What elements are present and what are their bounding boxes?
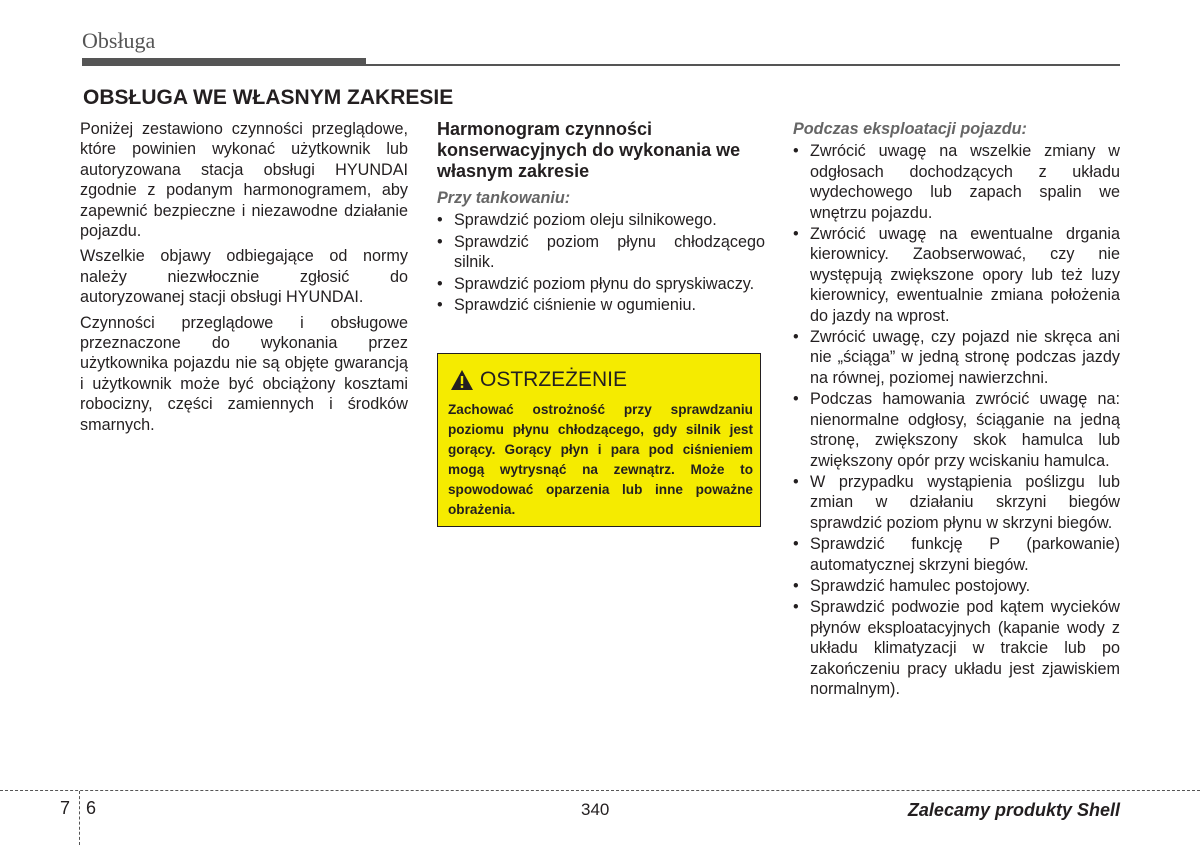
warning-box <box>437 353 761 527</box>
list-item: • Sprawdzić ciśnienie w ogumieniu. <box>437 295 765 315</box>
operation-checklist <box>793 141 1120 699</box>
list-item: • Sprawdzić poziom płynu chłodzącego silnik. <box>437 232 765 273</box>
operation-column <box>793 119 1120 700</box>
footer-page-divider <box>79 791 80 845</box>
footer-slogan: Zalecamy produkty Shell <box>907 800 1120 820</box>
header-rule <box>366 64 1120 66</box>
list-item: • Zwrócić uwagę na ewentualne drgania kierownicy. Zaobserwować, czy nie występują zwiększone opory lub też luzy kierownicy, ewentualnie zmiana położenia do jazdy na wprost. <box>793 224 1120 326</box>
list-item: • W przypadku wystąpienia poślizgu lub zmian w działaniu skrzyni biegów sprawdzić poziom płynu w skrzyni biegów. <box>793 472 1120 533</box>
footer-page-in-chapter: 6 <box>86 798 97 818</box>
list-item: • Sprawdzić poziom oleju silnikowego. <box>437 210 765 230</box>
list-item: • Podczas hamowania zwrócić uwagę na: nienormalne odgłosy, ściąganie na jedną stronę, zwiększony skok hamulca lub zwiększony opór przy wciskaniu hamulca. <box>793 389 1120 471</box>
intro-paragraph: Poniżej zestawiono czynności przeglądowe, które powinien wykonać użytkownik lub autoryzowana stacja obsługi HYUNDAI zgodnie z podanym harmonogramem, aby zapewnić bezpieczne i niezawodne działanie pojazdu. <box>80 120 408 241</box>
footer-divider <box>0 790 1200 791</box>
warning-triangle-icon <box>450 369 474 391</box>
schedule-heading: Harmonogram czynności konserwacyjnych do wykonania we własnym zakresie <box>437 119 741 181</box>
header-bar-thick <box>82 58 366 66</box>
list-item: • Sprawdzić hamulec postojowy. <box>793 576 1120 596</box>
warning-text: Zachować ostrożność przy sprawdzaniu poziomu płynu chłodzącego, gdy silnik jest gorący. Gorący płyn i para pod ciśnieniem mogą wytrysnąć na zewnątrz. Może to spowodować oparzenia lub inne poważne obrażenia. <box>448 402 753 517</box>
header-title: Obsługa <box>82 28 156 53</box>
list-item: • Zwrócić uwagę, czy pojazd nie skręca ani nie „ściąga” w jedną stronę podczas jazdy na równej, poziomej nawierzchni. <box>793 327 1120 388</box>
list-item: • Sprawdzić poziom płynu do spryskiwaczy. <box>437 274 765 294</box>
refuel-checklist <box>437 210 765 315</box>
section-title: OBSŁUGA WE WŁASNYM ZAKRESIE <box>83 86 454 109</box>
intro-paragraph: Wszelkie objawy odbiegające od normy należy niezwłocznie zgłosić do autoryzowanej stacji obsługi HYUNDAI. <box>80 247 408 307</box>
intro-paragraph: Czynności przeglądowe i obsługowe przeznaczone do wykonania przez użytkownika pojazdu nie są objęte gwarancją i użytkownik może być obciążony kosztami robocizny, części zamiennych i środków smarnych. <box>80 313 408 434</box>
schedule-column <box>437 119 765 316</box>
footer-chapter-number: 7 <box>60 798 71 818</box>
warning-title: OSTRZEŻENIE <box>480 368 628 391</box>
operation-label: Podczas eksploatacji pojazdu: <box>793 120 1027 138</box>
list-item: • Sprawdzić podwozie pod kątem wycieków płynów eksploatacyjnych (kapanie wody z układu klimatyzacji w trakcie lub po zakończeniu pracy układu jest zjawiskiem normalnym). <box>793 597 1120 699</box>
warning-header <box>450 368 627 392</box>
intro-column <box>80 119 408 440</box>
list-item: • Zwrócić uwagę na wszelkie zmiany w odgłosach dochodzących z układu wydechowego lub zapach spalin we wnętrzu pojazdu. <box>793 141 1120 223</box>
footer-page-number: 340 <box>581 800 610 819</box>
list-item: • Sprawdzić funkcję P (parkowanie) automatycznej skrzyni biegów. <box>793 534 1120 575</box>
refuel-label: Przy tankowaniu: <box>437 189 571 207</box>
